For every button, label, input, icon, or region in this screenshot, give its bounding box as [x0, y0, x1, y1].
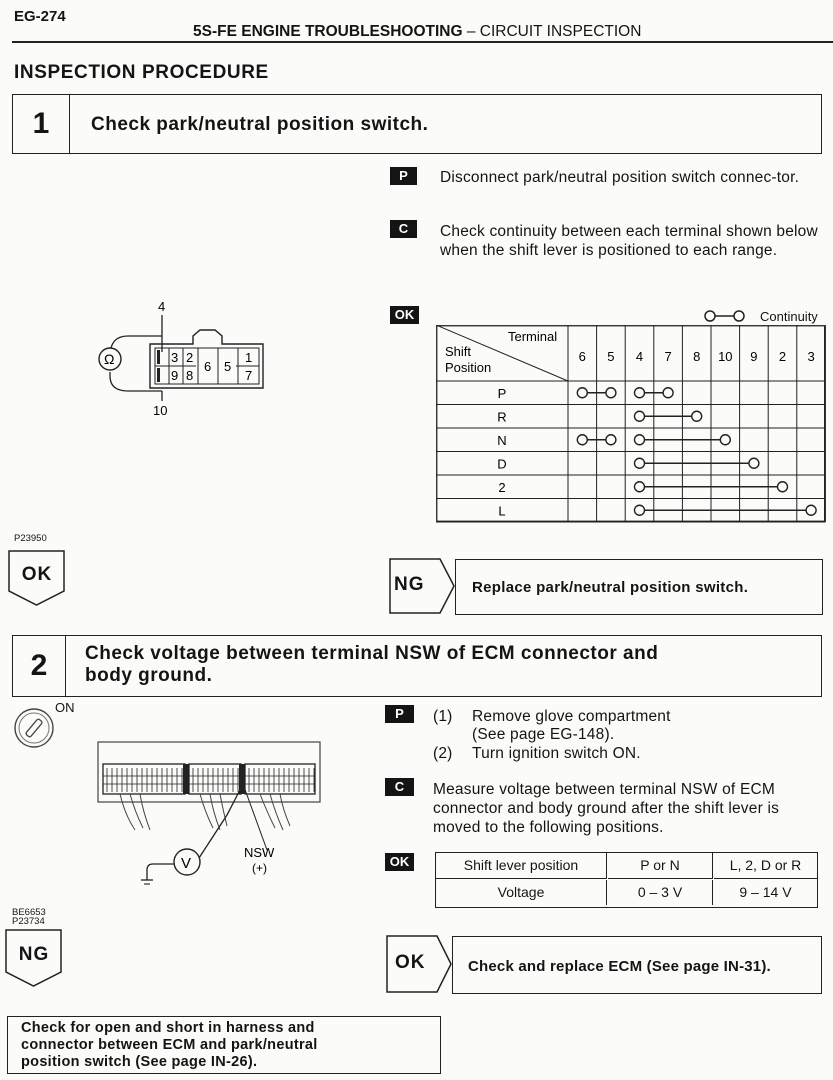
final-action-line3 [21, 1054, 257, 1070]
step1-number: 1 [13, 95, 70, 153]
header-rule [12, 41, 833, 43]
switch-connector-diagram [88, 296, 288, 422]
step2-number: 2 [13, 636, 66, 696]
voltage-table-hdr-0: Shift lever position [436, 853, 607, 879]
step2-p1-num: (1) [433, 708, 453, 725]
continuity-point [778, 482, 788, 492]
step1-c-text: Check continuity between each terminal shown below when the shift lever is positioned to each range. [440, 223, 818, 259]
step2-p1-sub: (See page EG-148). [472, 726, 615, 743]
continuity-point [635, 482, 645, 492]
nsw-polarity: (+) [252, 861, 267, 875]
continuity-point [577, 435, 587, 445]
figure-code-1: P23950 [14, 533, 47, 544]
nsw-label: NSW [244, 845, 275, 860]
step1-ng-action-box [455, 559, 823, 615]
continuity-table [436, 325, 828, 523]
voltage-table-hdr-1: P or N [608, 853, 713, 879]
pin-2: 2 [186, 350, 194, 365]
voltage-table [435, 852, 818, 908]
pin-3: 3 [171, 350, 179, 365]
terminal-header-4: 4 [635, 349, 644, 364]
continuity-legend-icon [700, 308, 750, 324]
figure-code-3: P23734 [12, 916, 45, 927]
position-label-2: 2 [498, 479, 506, 495]
final-action-box [7, 1016, 441, 1074]
p-tag-icon: P [385, 705, 414, 723]
volt-symbol: V [181, 855, 192, 872]
terminal-header-2: 2 [778, 349, 787, 364]
continuity-point [635, 388, 645, 398]
continuity-legend-label: Continuity [760, 309, 818, 324]
step1-ng-branch: NG [394, 574, 425, 595]
position-label-R: R [497, 409, 507, 425]
step2-ok-action-box [452, 936, 822, 994]
position-label-L: L [498, 503, 506, 519]
position-label-N: N [497, 432, 507, 448]
p-tag-icon: P [390, 167, 417, 185]
final-action-line1: Check for open and short in harness and [21, 1020, 315, 1036]
continuity-point [806, 505, 816, 515]
terminal-header-5: 5 [607, 349, 615, 364]
continuity-point [749, 458, 759, 468]
continuity-point [606, 388, 616, 398]
ok-tag-icon: OK [385, 853, 414, 871]
continuity-point [635, 505, 645, 515]
corner-shift: Shift [445, 344, 472, 359]
terminal-header-3: 3 [807, 349, 815, 364]
voltage-table-val-1: 9 – 14 V [739, 884, 792, 900]
step1-ok-branch: OK [21, 564, 53, 585]
terminal-header-7: 7 [664, 349, 672, 364]
continuity-point [606, 435, 616, 445]
ok-tag-icon: OK [390, 306, 419, 324]
ohm-symbol: Ω [104, 351, 115, 367]
continuity-point [577, 388, 587, 398]
pin-4-label: 4 [158, 299, 166, 314]
step1-ng-action: Replace park/neutral position switch. [472, 579, 749, 596]
step2-box [12, 635, 822, 697]
pin-5: 5 [224, 359, 232, 374]
page-code: EG-274 [14, 8, 66, 25]
position-label-P: P [497, 385, 507, 401]
continuity-point [663, 388, 673, 398]
terminal-header-6: 6 [578, 349, 586, 364]
page-header-title [193, 23, 641, 41]
final-action-text: position switch [21, 1054, 136, 1070]
pin-1: 1 [245, 350, 253, 365]
terminal-header-9: 9 [750, 349, 758, 364]
pin-6: 6 [204, 359, 212, 374]
position-label-D: D [497, 456, 507, 472]
continuity-point [692, 411, 702, 421]
step1-p-text: Disconnect park/neutral position switch connec-tor. [440, 169, 800, 186]
pin-8: 8 [186, 368, 194, 383]
final-action-end: . [252, 1054, 258, 1070]
voltage-table-val-0: 0 – 3 V [608, 880, 713, 905]
step2-c-text: Measure voltage between terminal NSW of ECM connector and body ground after the shift lever is moved to the following positions. [433, 781, 780, 836]
continuity-point [635, 458, 645, 468]
continuity-point [720, 435, 730, 445]
ok-action-end: . [766, 958, 771, 975]
voltage-table-hdr-2: L, 2, D or R [714, 853, 817, 879]
table-border [437, 326, 825, 522]
figure-code-2: BE6653 [12, 907, 46, 918]
ok-action-text: Check and replace ECM [468, 958, 647, 975]
pin-7: 7 [245, 368, 253, 383]
final-action-line2: connector between ECM and park/neutral [21, 1037, 318, 1053]
step2-ok-branch: OK [395, 952, 426, 973]
ok-action-page-ref: (See page IN-31) [646, 958, 767, 975]
ecm-connector-diagram [95, 740, 335, 890]
header-title-rest: – CIRCUIT INSPECTION [462, 23, 642, 40]
pin-9: 9 [171, 368, 179, 383]
voltage-table-row-label: Voltage [436, 880, 607, 905]
step2-title-line2: body ground. [85, 665, 213, 686]
corner-position: Position [445, 360, 492, 375]
step2-p2-text: Turn ignition switch ON. [472, 745, 641, 762]
c-tag-icon: C [385, 778, 414, 796]
step1-title: Check park/neutral position switch. [91, 114, 429, 135]
terminal-header-10: 10 [718, 349, 733, 364]
header-title-bold: 5S-FE ENGINE TROUBLESHOOTING [193, 23, 463, 40]
pin-10-label: 10 [153, 403, 168, 418]
continuity-point [635, 435, 645, 445]
step2-p2-num: (2) [433, 745, 453, 762]
step2-title-line1: Check voltage between terminal NSW of ECM connector and [85, 643, 659, 664]
final-action-page-ref: (See page IN-26) [135, 1054, 253, 1070]
terminal-header-8: 8 [693, 349, 701, 364]
step2-p1-text: Remove glove compartment [472, 708, 671, 725]
corner-terminal: Terminal [508, 329, 558, 344]
step2-ok-action [468, 958, 771, 975]
c-tag-icon: C [390, 220, 417, 238]
section-title: INSPECTION PROCEDURE [14, 62, 269, 83]
ignition-on-label: ON [55, 700, 75, 715]
ignition-key-icon [12, 706, 56, 750]
step1-box [12, 94, 822, 154]
step2-ng-branch: NG [18, 944, 50, 965]
continuity-point [635, 411, 645, 421]
